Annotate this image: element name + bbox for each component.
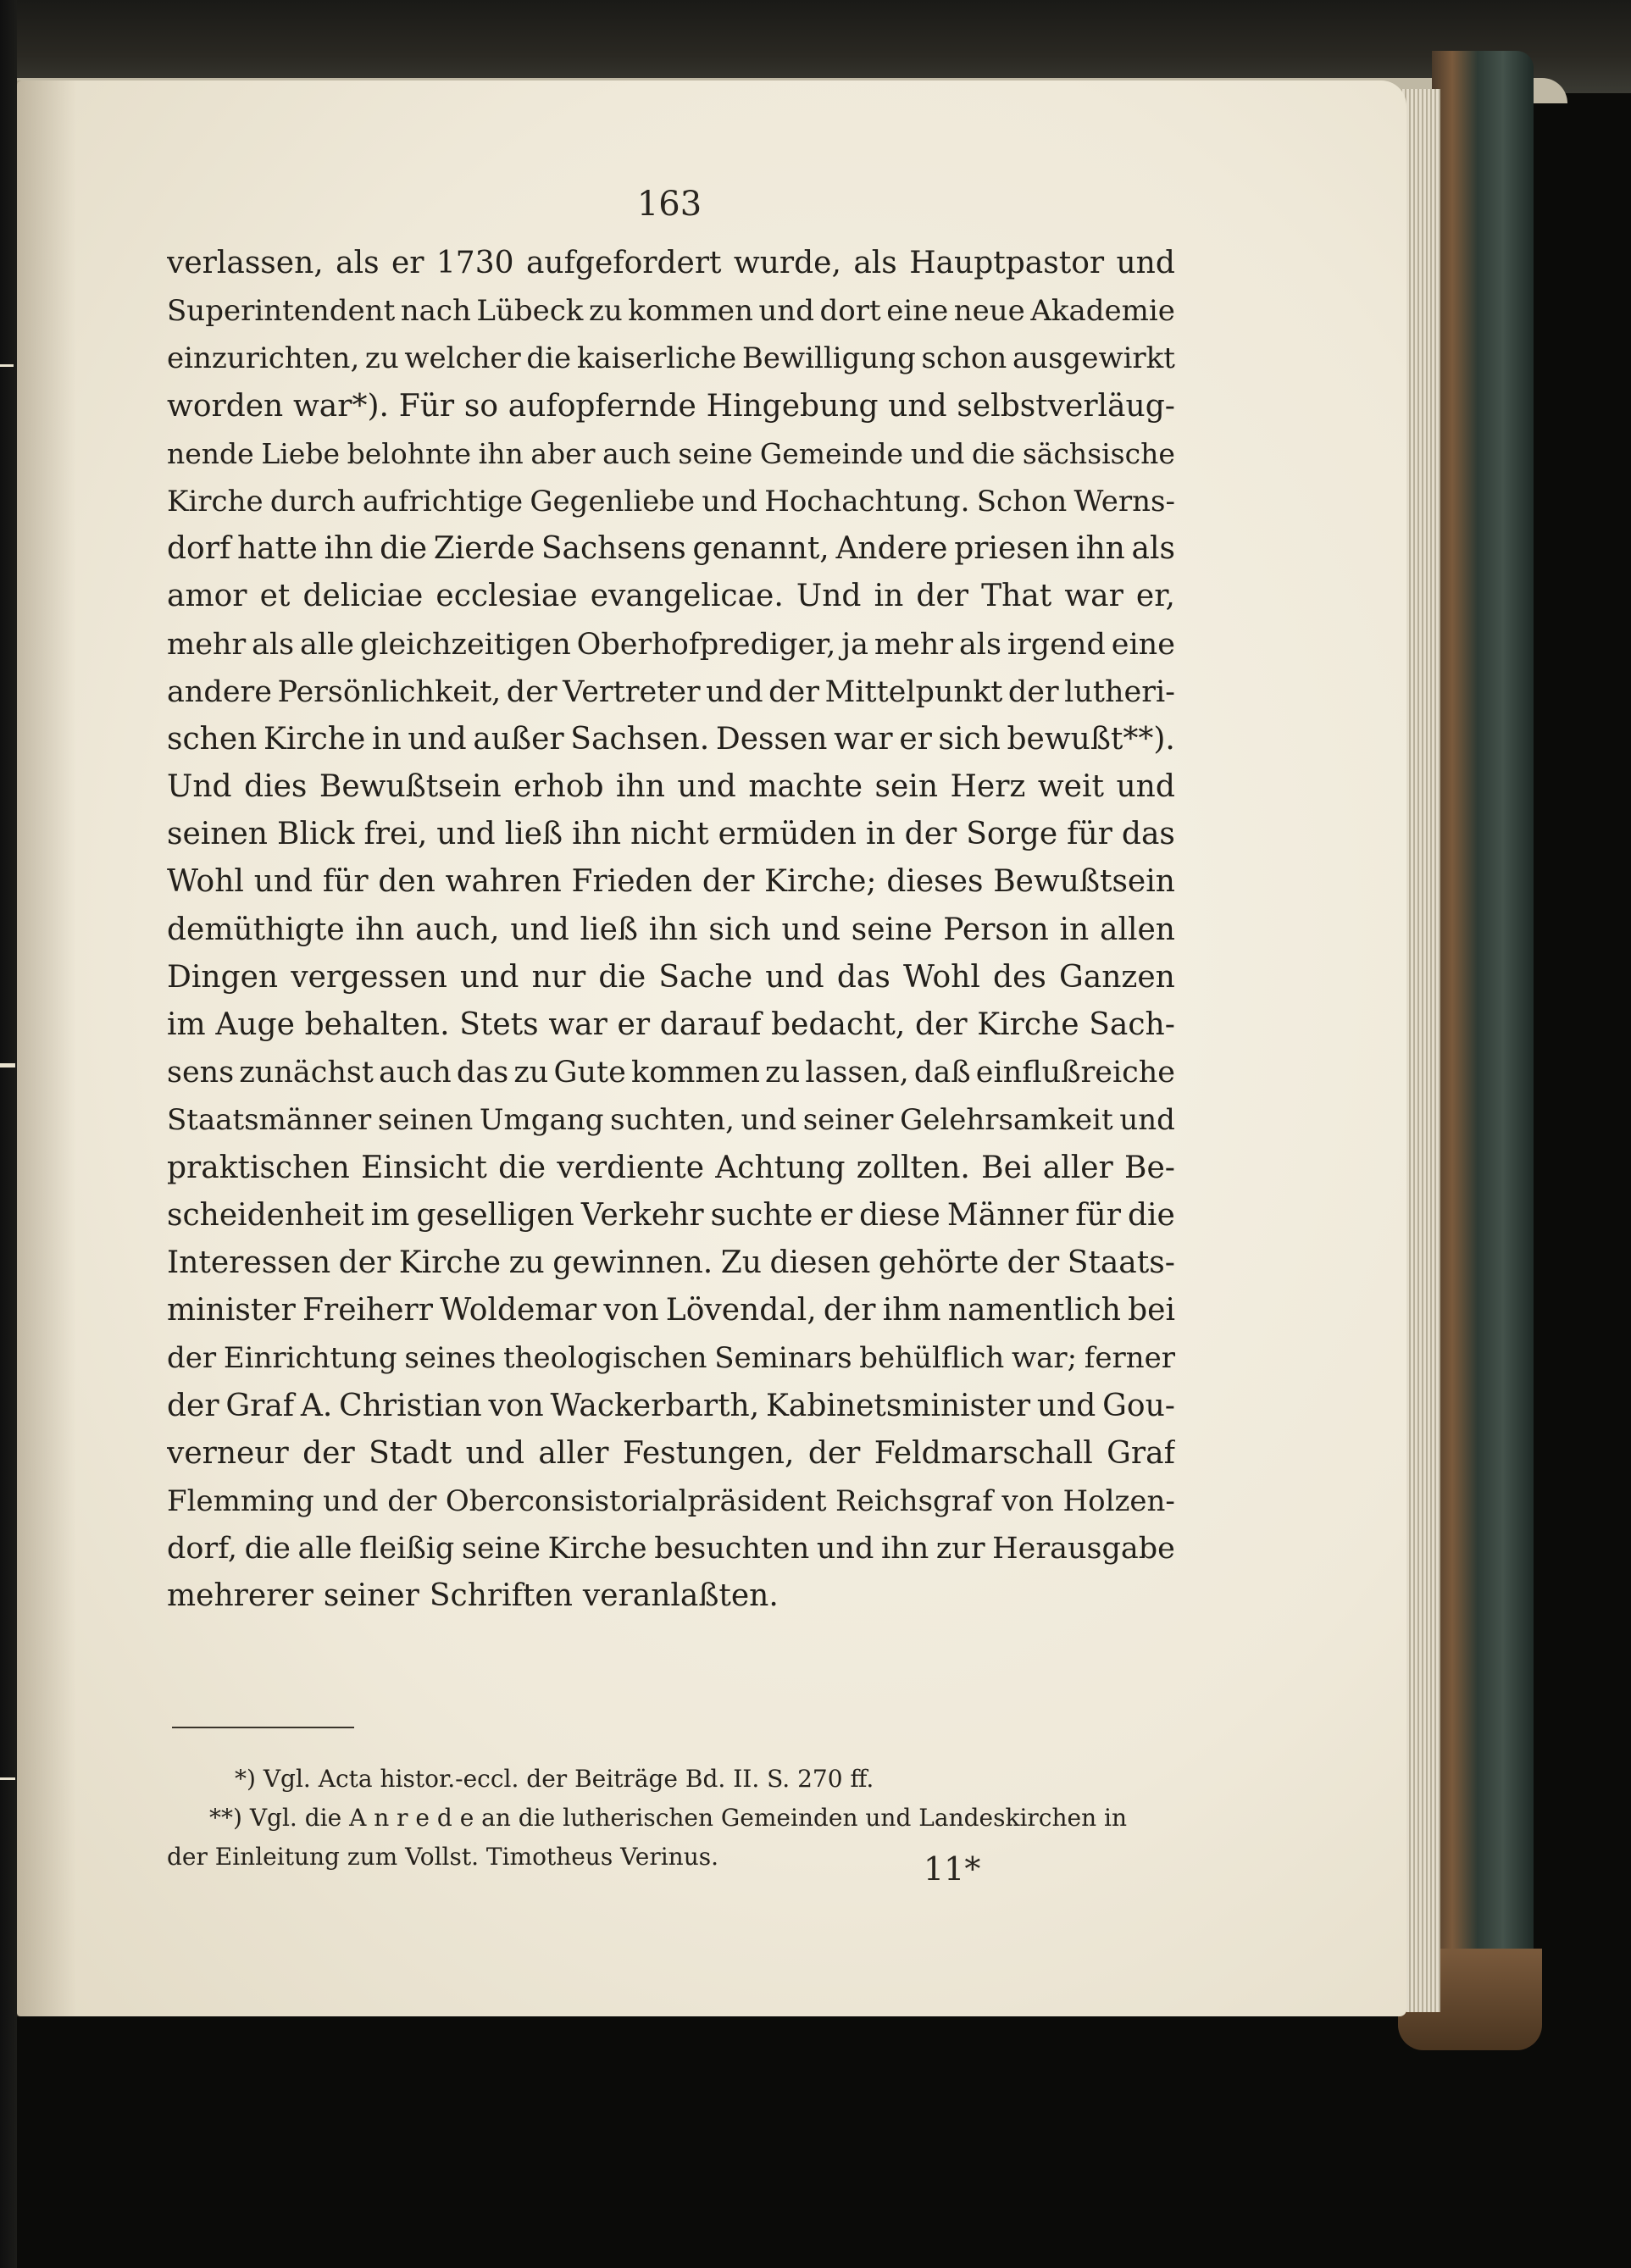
footnote-2-continued: der Einleitung zum Vollst. Timotheus Verinus. <box>167 1843 718 1871</box>
text-line: schen Kirche in und außer Sachsen. Dessen war er sich bewußt**). <box>167 721 1175 757</box>
text-line: nende Liebe belohnte ihn aber auch seine Gemeinde und die sächsische <box>167 436 1175 470</box>
footnote-2: **) Vgl. die A n r e d e an die lutherischen Gemeinden und Landeskirchen in <box>209 1804 1127 1832</box>
text-line: Interessen der Kirche zu gewinnen. Zu diesen gehörte der Staats- <box>167 1245 1175 1280</box>
text-line: worden war*). Für so aufopfernde Hingebung und selbstverläug- <box>167 388 1175 424</box>
footnote-rule <box>172 1727 354 1728</box>
text-line: demüthigte ihn auch, und ließ ihn sich und seine Person in allen <box>167 912 1175 947</box>
text-line: dorf hatte ihn die Zierde Sachsens genannt, Andere priesen ihn als <box>167 531 1175 567</box>
text-line: Wohl und für den wahren Frieden der Kirche; dieses Bewußtsein <box>167 864 1175 900</box>
text-line: minister Freiherr Woldemar von Lövendal, der ihm namentlich bei <box>167 1293 1175 1328</box>
book-cover-right <box>1432 51 1534 2016</box>
text-line: andere Persönlichkeit, der Vertreter und der Mittelpunkt der lutheri- <box>167 674 1175 709</box>
page-number: 163 <box>636 185 702 224</box>
text-line: dorf, die alle fleißig seine Kirche besuchten und ihn zur Herausgabe <box>167 1532 1175 1567</box>
text-line: sens zunächst auch das zu Gute kommen zu lassen, daß einflußreiche <box>167 1056 1175 1090</box>
text-line: Superintendent nach Lübeck zu kommen und dort eine neue Akademie <box>167 294 1175 329</box>
text-line: Flemming und der Oberconsistorialpräsident Reichsgraf von Holzen- <box>167 1483 1175 1518</box>
text-line: mehr als alle gleichzeitigen Oberhofprediger, ja mehr als irgend eine <box>167 627 1175 662</box>
text-line: Dingen vergessen und nur die Sache und das Wohl des Ganzen <box>167 959 1175 995</box>
text-line: seinen Blick frei, und ließ ihn nicht ermüden in der Sorge für das <box>167 817 1175 852</box>
text-line: verlassen, als er 1730 aufgefordert wurde, als Hauptpastor und <box>167 246 1175 280</box>
left-binding-edge <box>0 0 17 2268</box>
text-line: amor et deliciae ecclesiae evangelicae. Und in der That war er, <box>167 579 1175 614</box>
text-line: mehrerer seiner Schriften veranlaßten. <box>167 1578 779 1614</box>
signature-mark: 11* <box>924 1850 981 1888</box>
text-line: scheidenheit im geselligen Verkehr suchte er diese Männer für die <box>167 1197 1175 1233</box>
text-line: praktischen Einsicht die verdiente Achtung zollten. Bei aller Be- <box>167 1150 1175 1185</box>
text-line: Staatsmänner seinen Umgang suchten, und seiner Gelehrsamkeit und <box>167 1103 1175 1138</box>
page-gutter-shadow <box>17 80 76 2016</box>
body-text <box>167 240 1175 1620</box>
text-line: einzurichten, zu welcher die kaiserliche Bewilligung schon ausgewirkt <box>167 341 1175 376</box>
text-line: der Einrichtung seines theologischen Seminars behülflich war; ferner <box>167 1341 1175 1376</box>
text-line: Kirche durch aufrichtige Gegenliebe und Hochachtung. Schon Werns- <box>167 484 1175 518</box>
text-line: Und dies Bewußtsein erhob ihn und machte sein Herz weit und <box>167 769 1175 805</box>
text-line: verneur der Stadt und aller Festungen, der Feldmarschall Graf <box>167 1435 1175 1471</box>
footnotes <box>167 1760 1175 1877</box>
text-line: im Auge behalten. Stets war er darauf bedacht, der Kirche Sach- <box>167 1007 1175 1042</box>
footnote-1: *) Vgl. Acta histor.-eccl. der Beiträge Bd. II. S. 270 ff. <box>235 1765 874 1793</box>
text-line: der Graf A. Christian von Wackerbarth, Kabinetsminister und Gou- <box>167 1388 1175 1423</box>
